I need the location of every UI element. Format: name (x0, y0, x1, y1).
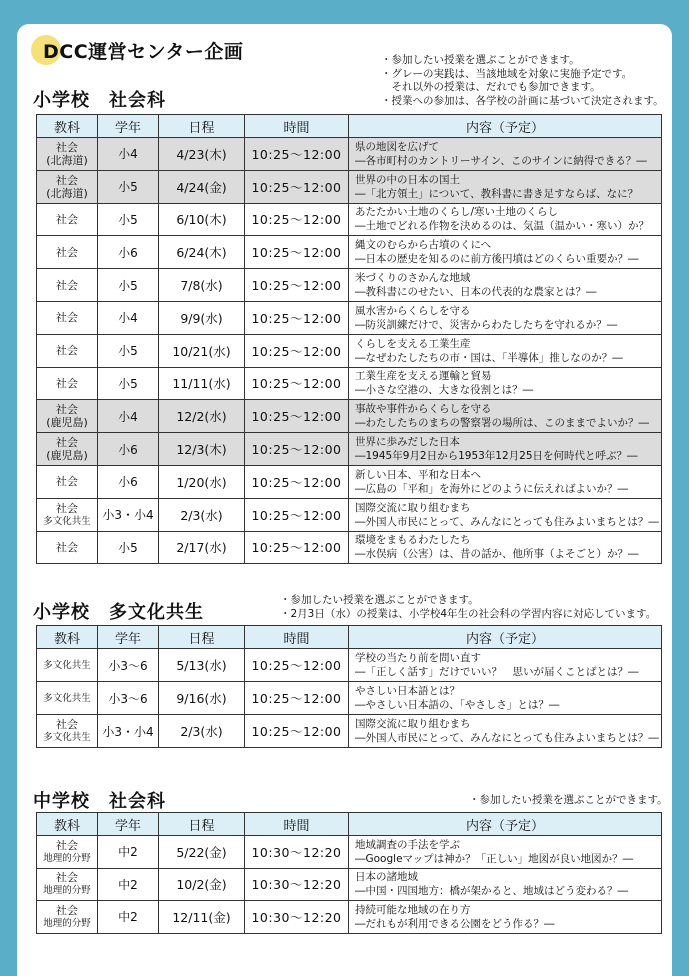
table-row (37, 269, 662, 302)
subject-cell (37, 836, 98, 869)
content-cell (349, 236, 662, 269)
col-time: 時間 (245, 813, 349, 836)
content-question: ―教科書にのせたい、日本の代表的な農家とは？― (355, 286, 597, 299)
content-cell (349, 715, 662, 748)
grade-cell: 小6 (98, 433, 159, 466)
content-cell (349, 531, 662, 564)
table-row (37, 498, 662, 531)
subject-cell (37, 334, 98, 367)
section2-notes (280, 594, 656, 621)
content-cell (349, 269, 662, 302)
content-question: ―小さな空港の、大きな役割とは？― (355, 384, 534, 397)
content-cell (349, 334, 662, 367)
time-cell: 10:25～12:00 (245, 400, 349, 433)
date-cell: 7/8(水) (159, 269, 245, 302)
content-title: 県の地図を広げて (355, 140, 439, 153)
content-cell (349, 170, 662, 203)
content-cell (349, 301, 662, 334)
col-subject: 教科 (37, 813, 98, 836)
table-row (37, 531, 662, 564)
table-header-row (37, 115, 662, 138)
subject-name: 社会 (56, 403, 78, 417)
date-cell: 2/17(水) (159, 531, 245, 564)
table-row (37, 715, 662, 748)
note-line: ・参加したい授業を選ぶことができます。 (381, 54, 580, 66)
note-line: ・参加したい授業を選ぶことができます。 (280, 594, 479, 606)
time-cell: 10:25～12:00 (245, 715, 349, 748)
content-question: ―外国人市民にとって、みんなにとっても住みよいまちとは？― (355, 732, 659, 744)
table-header-row (37, 626, 662, 649)
date-cell: 10/2(金) (159, 868, 245, 901)
time-cell: 10:25～12:00 (245, 301, 349, 334)
subject-cell (37, 269, 98, 302)
col-time: 時間 (245, 626, 349, 649)
subject-region: (北海道) (46, 153, 88, 167)
subject-cell (37, 682, 98, 715)
content-title: くらしを支える工業生産 (355, 337, 471, 350)
subject-region: (北海道) (46, 186, 88, 200)
subject-name: 社会 (56, 311, 78, 325)
subject-cell (37, 715, 98, 748)
note-line: ・2月3日（水）の授業は、小学校4年生の社会科の学習内容に対応しています。 (280, 607, 657, 620)
subject-cell (37, 367, 98, 400)
content-title: 地域調査の手法を学ぶ (355, 838, 460, 851)
note-line: ・参加したい授業を選ぶことができます。 (469, 794, 668, 806)
subject-name: 社会 (56, 140, 78, 154)
content-question: ―中国・四国地方：橋が架かると、地域はどう変わる？― (355, 885, 628, 898)
table-row (37, 400, 662, 433)
section-title-elementary-social: 小学校 社会科 (33, 90, 166, 111)
subject-name: 社会 (56, 903, 78, 917)
subject-name: 多文化共生 (43, 693, 91, 704)
time-cell: 10:25～12:00 (245, 334, 349, 367)
time-cell: 10:25～12:00 (245, 498, 349, 531)
subject-name: 社会 (56, 838, 78, 852)
content-question: ―「北方領土」について、教科書に書き足すならば、なに？ (355, 187, 639, 200)
grade-cell: 小5 (98, 334, 159, 367)
note-line: ・グレーの実践は、当該地域を対象に実施予定です。 (381, 67, 633, 80)
content-question: ―だれもが利用できる公園をどう作る？― (355, 917, 555, 930)
date-cell: 10/21(水) (159, 334, 245, 367)
content-question: ―なぜわたしたちの市・国は、「半導体」推しなのか？― (355, 351, 623, 364)
content-question: ―Googleマップは神か？「正しい」地図が良い地図か？― (355, 852, 634, 865)
time-cell: 10:30～12:20 (245, 868, 349, 901)
col-date: 日程 (159, 813, 245, 836)
subject-name: 社会 (56, 278, 78, 292)
subject-cell (37, 400, 98, 433)
subject-name: 社会 (56, 475, 78, 489)
subject-region: 地理的分野 (43, 852, 91, 864)
table-row (37, 465, 662, 498)
subject-cell (37, 465, 98, 498)
content-title: やさしい日本語とは？ (355, 685, 460, 697)
table-row (37, 433, 662, 466)
content-title: 学校の当たり前を問い直す (355, 652, 481, 664)
date-cell: 5/13(水) (159, 649, 245, 682)
col-time: 時間 (245, 115, 349, 138)
col-subject: 教科 (37, 626, 98, 649)
content-cell (349, 498, 662, 531)
content-cell (349, 649, 662, 682)
col-date: 日程 (159, 626, 245, 649)
subject-region: 多文化共生 (43, 515, 91, 527)
subject-cell (37, 301, 98, 334)
time-cell: 10:25～12:00 (245, 170, 349, 203)
page-title: DCC運営センター企画 (43, 41, 244, 63)
content-cell (349, 465, 662, 498)
time-cell: 10:25～12:00 (245, 236, 349, 269)
date-cell: 4/23(木) (159, 138, 245, 171)
col-content: 内容（予定） (349, 813, 662, 836)
time-cell: 10:25～12:00 (245, 682, 349, 715)
subject-name: 社会 (56, 718, 78, 731)
subject-name: 社会 (56, 436, 78, 450)
content-title: 環境をまもるわたしたち (355, 534, 471, 547)
grade-cell: 小6 (98, 236, 159, 269)
time-cell: 10:30～12:20 (245, 901, 349, 934)
time-cell: 10:25～12:00 (245, 465, 349, 498)
table-row (37, 901, 662, 934)
time-cell: 10:25～12:00 (245, 433, 349, 466)
col-grade: 学年 (98, 115, 159, 138)
subject-cell (37, 498, 98, 531)
col-subject: 教科 (37, 115, 98, 138)
subject-name: 社会 (56, 173, 78, 187)
subject-name: 社会 (56, 245, 78, 259)
subject-name: 多文化共生 (43, 660, 91, 671)
time-cell: 10:30～12:20 (245, 836, 349, 869)
content-title: 持続可能な地域の在り方 (355, 903, 471, 916)
table-row (37, 203, 662, 236)
content-question: ―各市町村のカントリーサイン、このサインに納得できる？― (355, 154, 647, 167)
col-date: 日程 (159, 115, 245, 138)
col-grade: 学年 (98, 813, 159, 836)
table-row (37, 836, 662, 869)
subject-cell (37, 138, 98, 171)
content-title: 国際交流に取り組むまち (355, 718, 471, 730)
elementary-multicultural-table (36, 625, 662, 748)
date-cell: 9/9(水) (159, 301, 245, 334)
content-cell (349, 901, 662, 934)
content-title: 事故や事件からくらしを守る (355, 403, 492, 416)
subject-region: 地理的分野 (43, 917, 91, 929)
grade-cell: 小5 (98, 367, 159, 400)
content-title: 米づくりのさかんな地域 (355, 272, 471, 285)
content-title: 風水害からくらしを守る (355, 304, 471, 317)
grade-cell: 小5 (98, 531, 159, 564)
content-cell (349, 138, 662, 171)
subject-cell (37, 531, 98, 564)
content-cell (349, 868, 662, 901)
content-title: あたたかい土地のくらし/寒い土地のくらし (355, 206, 559, 219)
date-cell: 9/16(水) (159, 682, 245, 715)
grade-cell: 小5 (98, 170, 159, 203)
content-cell (349, 367, 662, 400)
subject-name: 社会 (56, 212, 78, 226)
date-cell: 12/2(水) (159, 400, 245, 433)
grade-cell: 小3～6 (98, 682, 159, 715)
table-row (37, 170, 662, 203)
content-cell (349, 836, 662, 869)
subject-cell (37, 236, 98, 269)
content-title: 日本の諸地域 (355, 871, 418, 884)
content-title: 国際交流に取り組むまち (355, 501, 471, 514)
subject-name: 社会 (56, 871, 78, 885)
table-row (37, 682, 662, 715)
table-row (37, 334, 662, 367)
section3-notes (469, 794, 668, 808)
table-row (37, 301, 662, 334)
grade-cell: 中2 (98, 901, 159, 934)
grade-cell: 小4 (98, 138, 159, 171)
content-title: 工業生産を支える運輸と貿易 (355, 370, 492, 383)
subject-name: 社会 (56, 540, 78, 554)
content-cell (349, 682, 662, 715)
date-cell: 6/24(木) (159, 236, 245, 269)
content-title: 世界の中の日本の国土 (355, 173, 460, 186)
subject-cell (37, 901, 98, 934)
grade-cell: 小4 (98, 301, 159, 334)
subject-cell (37, 203, 98, 236)
table-row (37, 649, 662, 682)
date-cell: 4/24(金) (159, 170, 245, 203)
subject-name: 社会 (56, 376, 78, 390)
date-cell: 11/11(水) (159, 367, 245, 400)
time-cell: 10:25～12:00 (245, 367, 349, 400)
content-question: ―水俣病（公害）は、昔の話か、他所事（よそごと）か？― (355, 548, 639, 561)
subject-region: (鹿児島) (46, 449, 88, 463)
grade-cell: 小5 (98, 203, 159, 236)
note-line: それ以外の授業は、だれでも参加できます。 (381, 81, 601, 93)
content-question: ―日本の歴史を知るのに前方後円墳はどのくらい重要か？― (355, 253, 639, 266)
section-title-elementary-multicultural: 小学校 多文化共生 (33, 602, 204, 623)
grade-cell: 小4 (98, 400, 159, 433)
grade-cell: 中2 (98, 836, 159, 869)
col-grade: 学年 (98, 626, 159, 649)
top-notes (381, 54, 664, 108)
grade-cell: 小3・小4 (98, 715, 159, 748)
date-cell: 5/22(金) (159, 836, 245, 869)
content-question: ―「正しく話す」だけでいい？ 思いが届くことばとは？― (355, 666, 639, 678)
date-cell: 1/20(水) (159, 465, 245, 498)
content-cell (349, 400, 662, 433)
time-cell: 10:25～12:00 (245, 138, 349, 171)
table-row (37, 868, 662, 901)
junior-high-social-table (36, 812, 662, 934)
table-header-row (37, 813, 662, 836)
note-line: ・授業への参加は、各学校の計画に基づいて決定されます。 (381, 94, 664, 107)
date-cell: 6/10(木) (159, 203, 245, 236)
col-content: 内容（予定） (349, 115, 662, 138)
grade-cell: 小5 (98, 269, 159, 302)
subject-cell (37, 170, 98, 203)
subject-name: 社会 (56, 501, 78, 515)
grade-cell: 中2 (98, 868, 159, 901)
content-question: ―やさしい日本語の、「やさしさ」とは？― (355, 699, 560, 711)
content-question: ―土地でどれる作物を決めるのは、気温（温かい・寒い）か？ (355, 220, 649, 233)
content-cell (349, 433, 662, 466)
col-content: 内容（予定） (349, 626, 662, 649)
date-cell: 12/3(木) (159, 433, 245, 466)
content-question: ―広島の「平和」を海外にどのように伝えればよいか？― (355, 482, 628, 495)
grade-cell: 小3～6 (98, 649, 159, 682)
flyer-sheet (17, 24, 672, 976)
subject-cell (37, 433, 98, 466)
grade-cell: 小6 (98, 465, 159, 498)
date-cell: 2/3(水) (159, 715, 245, 748)
table-row (37, 367, 662, 400)
subject-cell (37, 649, 98, 682)
content-question: ―外国人市民にとって、みんなにとっても住みよいまちとは？― (355, 515, 659, 528)
content-question: ―わたしたちのまちの警察署の場所は、このままでよいか？― (355, 417, 649, 430)
subject-region: 地理的分野 (43, 885, 91, 897)
time-cell: 10:25～12:00 (245, 649, 349, 682)
subject-name: 社会 (56, 344, 78, 358)
table-row (37, 236, 662, 269)
time-cell: 10:25～12:00 (245, 269, 349, 302)
subject-region: 多文化共生 (43, 732, 91, 743)
content-title: 縄文のむらから古墳のくにへ (355, 239, 492, 252)
content-title: 世界に歩みだした日本 (355, 436, 460, 449)
content-question: ―1945年9月2日から1953年12月25日を何時代と呼ぶ？― (355, 450, 638, 463)
time-cell: 10:25～12:00 (245, 203, 349, 236)
table-row (37, 138, 662, 171)
content-cell (349, 203, 662, 236)
date-cell: 12/11(金) (159, 901, 245, 934)
grade-cell: 小3・小4 (98, 498, 159, 531)
subject-region: (鹿児島) (46, 416, 88, 430)
date-cell: 2/3(水) (159, 498, 245, 531)
elementary-social-table (36, 114, 662, 564)
subject-cell (37, 868, 98, 901)
time-cell: 10:25～12:00 (245, 531, 349, 564)
content-question: ―防災訓練だけで、災害からわたしたちを守れるか？― (355, 318, 618, 331)
content-title: 新しい日本、平和な日本へ (355, 468, 481, 481)
section-title-junior-high-social: 中学校 社会科 (33, 791, 166, 812)
